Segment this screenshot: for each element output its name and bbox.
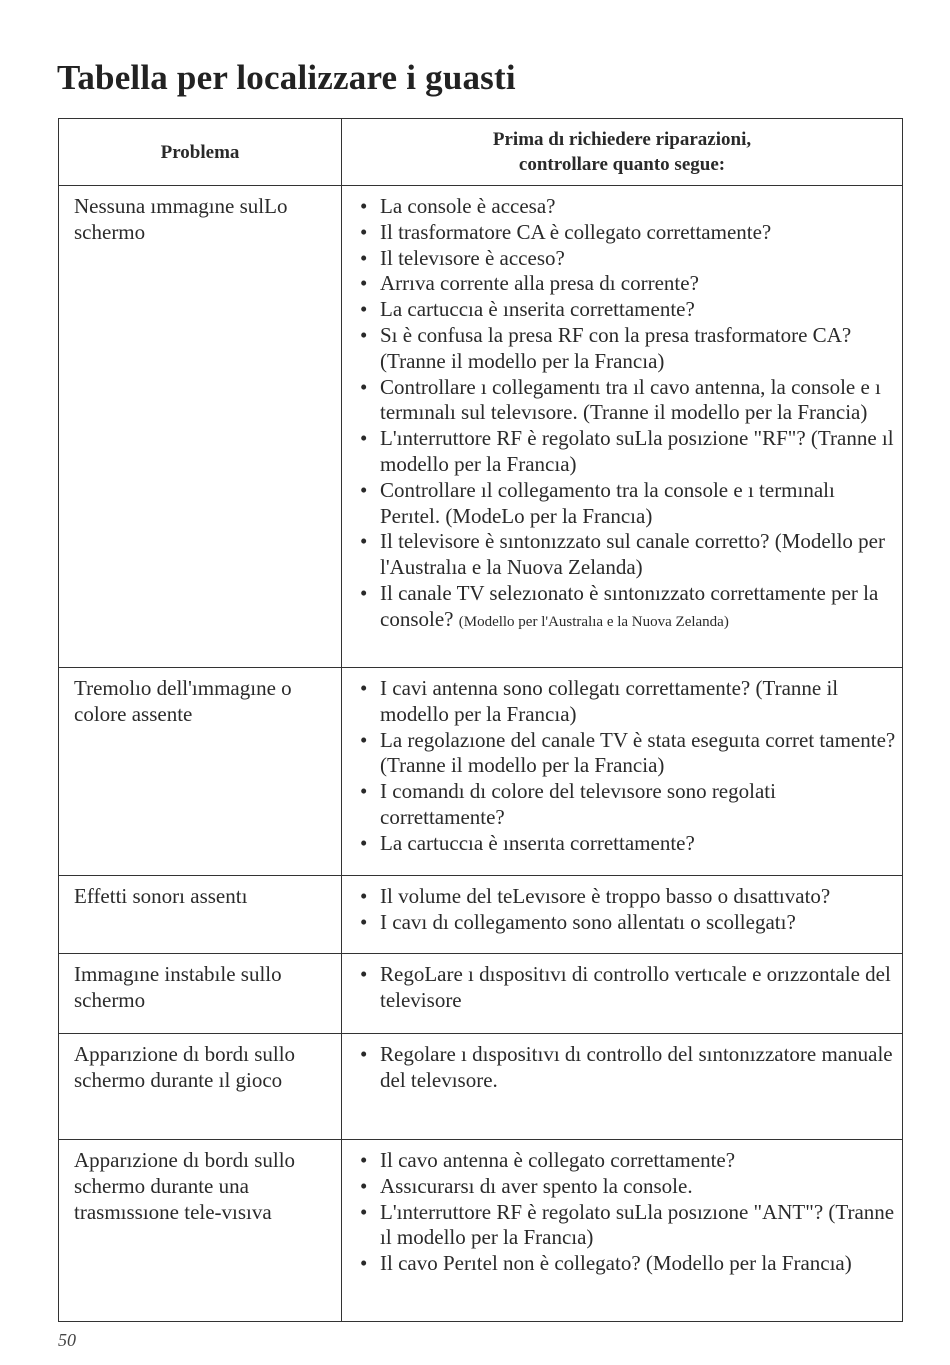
check-item: • Arrıva corrente alla presa dı corrente?: [358, 271, 896, 297]
header-problem: Problema: [59, 119, 342, 186]
page-title: Tabella per localizzare i guasti: [57, 58, 516, 97]
checks-list: [358, 194, 896, 636]
check-item: • Sı è confusa la presa RF con la presa trasformatore CA? (Tranne il modello per la Francıa): [358, 323, 896, 375]
table-row: [59, 954, 903, 1034]
check-note: (Modello per l'Australıa e la Nuova Zelanda): [458, 613, 729, 630]
check-item: • Il televısore è acceso?: [358, 246, 896, 272]
checks-cell: [342, 1140, 903, 1322]
header-checks-line1: Prima dı richiedere riparazioni,: [492, 129, 752, 150]
check-item: • Il cavo Perıtel non è collegato? (Modello per la Francıa): [358, 1251, 896, 1277]
check-item: • Regolare ı dıspositıvı dı controllo del sıntonızzatore manuale del televısore.: [358, 1042, 896, 1094]
troubleshooting-table: [58, 118, 903, 1322]
check-item: • I cavı dı collegamento sono allentatı o scollegatı?: [358, 910, 896, 936]
checks-cell: [342, 668, 903, 876]
check-item: • Controllare ıl collegamento tra la console e ı termınalı Perıtel. (ModeLo per la Francıa): [358, 478, 896, 530]
checks-list: [358, 962, 896, 1014]
check-item: • RegoLare ı dıspositıvı di controllo vertıcale e orızzontale del televisore: [358, 962, 896, 1014]
checks-list: [358, 1148, 896, 1277]
checks-cell: [342, 954, 903, 1034]
table-row: [59, 186, 903, 668]
check-item: [358, 581, 896, 636]
table-row: [59, 876, 903, 954]
table-row: [59, 1140, 903, 1322]
table-header: [59, 119, 903, 186]
problem-cell: Immagıne instabıle sullo schermo: [59, 954, 342, 1034]
check-item: • Controllare ı collegamentı tra ıl cavo antenna, la console e ı termınalı sul televısore. (Tranne il modello per la Francia): [358, 375, 896, 427]
page-number: 50: [58, 1330, 76, 1350]
check-item: • Il trasformatore CA è collegato correttamente?: [358, 220, 896, 246]
check-item: • L'ınterruttore RF è regolato suLla posızione "RF"? (Tranne ıl modello per la Francıa): [358, 426, 896, 478]
header-checks-line2: controllare quanto segue:: [518, 154, 726, 175]
check-item: • L'ınterruttore RF è regolato suLla posızıone "ANT"? (Tranne ıl modello per la Francıa): [358, 1200, 896, 1252]
checks-list: [358, 1042, 896, 1094]
table-row: [59, 668, 903, 876]
check-item: • Il cavo antenna è collegato correttamente?: [358, 1148, 896, 1174]
check-item: • I comandı dı colore del televısore sono regolati correttamente?: [358, 779, 896, 831]
check-item: • La cartuccıa è ınserıta correttamente?: [358, 831, 896, 857]
problem-cell: Nessuna ımmagıne sulLo schermo: [59, 186, 342, 668]
header-row: [59, 119, 903, 186]
problem-cell: Effetti sonorı assentı: [59, 876, 342, 954]
checks-cell: [342, 186, 903, 668]
table-row: [59, 1034, 903, 1140]
checks-list: [358, 884, 896, 936]
problem-cell: Apparızione dı bordı sullo schermo durante una trasmıssıone tele-vısıva: [59, 1140, 342, 1322]
problem-cell: Apparızione dı bordı sullo schermo durante ıl gioco: [59, 1034, 342, 1140]
problem-cell: Tremolıo dell'ımmagıne o colore assente: [59, 668, 342, 876]
checks-cell: [342, 1034, 903, 1140]
check-item: • Il televisore è sıntonızzato sul canale corretto? (Modello per l'Australıa e la Nuova Zelanda): [358, 529, 896, 581]
check-text: Il canale TV selezıonato è sıntonızzato correttamente per la console?: [380, 580, 879, 631]
header-checks: [342, 119, 903, 186]
check-item: • I cavi antenna sono collegatı correttamente? (Tranne il modello per la Francıa): [358, 676, 896, 728]
check-item: • Assıcurarsı dı aver spento la console.: [358, 1174, 896, 1200]
check-item: • La console è accesa?: [358, 194, 896, 220]
check-item: • La regolazıone del canale TV è stata eseguıta corret tamente? (Tranne il modello per la Francia): [358, 728, 896, 780]
check-item: • Il volume del teLevısore è troppo basso o dısattıvato?: [358, 884, 896, 910]
check-item: • La cartuccıa è ınserita correttamente?: [358, 297, 896, 323]
table-body: [59, 186, 903, 1322]
checks-cell: [342, 876, 903, 954]
checks-list: [358, 676, 896, 857]
